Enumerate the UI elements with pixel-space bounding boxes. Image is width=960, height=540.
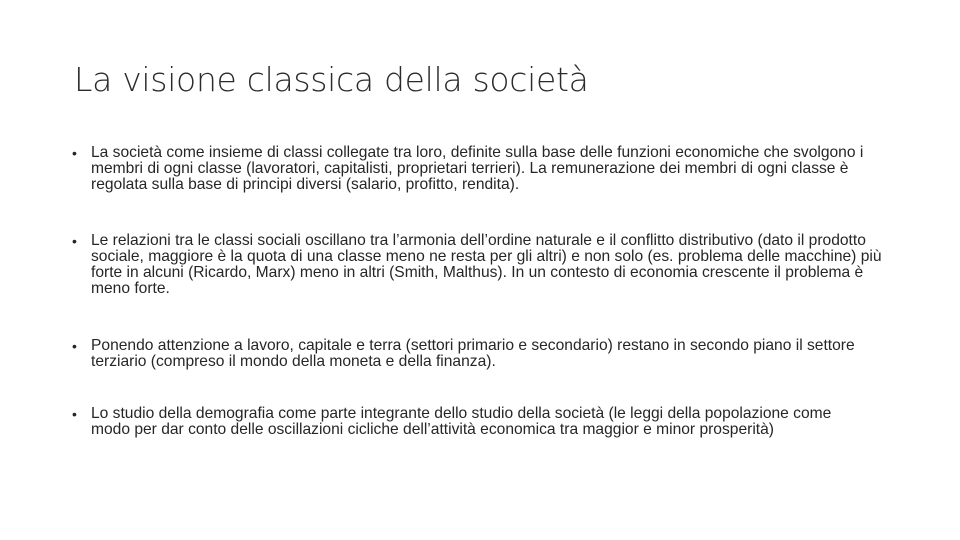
bullet-item	[72, 338, 906, 370]
bullet-text: La società come insieme di classi collegate tra loro, definite sulla base delle funzioni economiche che svolgono i membri di ogni classe (lavoratori, capitalisti, proprietari terrieri). La remunerazione dei membri di ogni classe è regolata sulla base di principi diversi (salario, profitto, rendita).	[91, 144, 864, 193]
bullet-dot: •	[72, 145, 77, 161]
bullet-text: Le relazioni tra le classi sociali oscillano tra l’armonia dell’ordine naturale e il conflitto distributivo (dato il prodotto sociale, maggiore è la quota di una classe meno ne resta per gli altri) e non solo (es. problema delle macchine) più forte in alcuni (Ricardo, Marx) meno in altri (Smith, Malthus). In un contesto di economia crescente il problema è meno forte.	[91, 232, 882, 297]
bullet-item	[72, 406, 861, 438]
slide-title: La visione classica della società	[74, 60, 589, 99]
bullet-dot: •	[72, 233, 77, 249]
bullet-item	[72, 145, 901, 193]
bullet-text: Ponendo attenzione a lavoro, capitale e terra (settori primario e secondario) restano in secondo piano il settore terziario (compreso il mondo della moneta e della finanza).	[91, 337, 855, 370]
bullet-text: Lo studio della demografia come parte integrante dello studio della società (le leggi della popolazione come modo per dar conto delle oscillazioni cicliche dell’attività economica tra maggior e minor prosperità)	[91, 405, 832, 438]
bullet-dot: •	[72, 338, 77, 354]
bullet-dot: •	[72, 406, 77, 422]
bullet-item	[72, 233, 906, 297]
